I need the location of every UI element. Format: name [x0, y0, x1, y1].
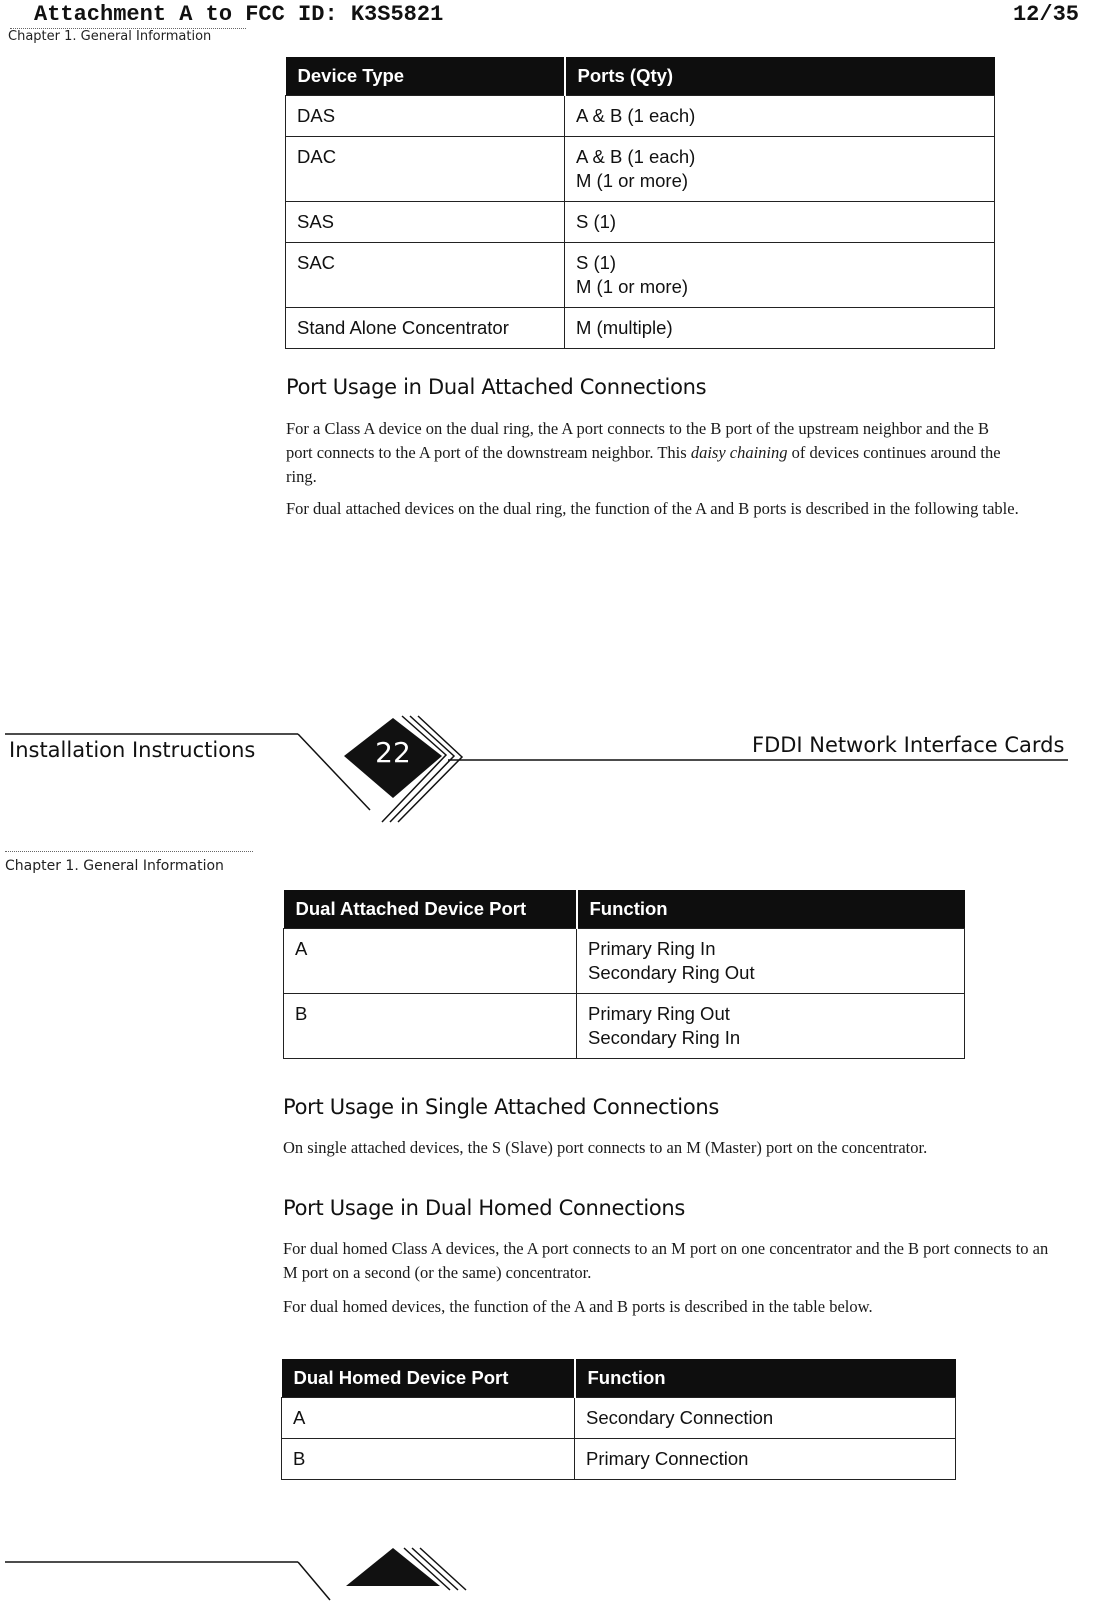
table-cell: Primary Ring In Secondary Ring Out: [577, 929, 965, 994]
page-counter: 12/35: [1012, 2, 1079, 27]
column-header: Dual Homed Device Port: [282, 1359, 575, 1398]
table-cell: Stand Alone Concentrator: [286, 308, 565, 349]
table-header-row: [284, 890, 965, 929]
table-row: [286, 137, 995, 202]
section-heading: Port Usage in Dual Homed Connections: [283, 1196, 686, 1220]
table-cell: A: [282, 1398, 575, 1439]
table-cell: B: [284, 994, 577, 1059]
chapter-label: Chapter 1. General Information: [8, 29, 212, 44]
table-cell: M (multiple): [565, 308, 995, 349]
table-cell: Primary Ring Out Secondary Ring In: [577, 994, 965, 1059]
attachment-header: Attachment A to FCC ID: K3S5821: [10, 2, 246, 29]
paragraph: For dual homed Class A devices, the A port connects to an M port on one concentrator and the B port connects to an M port on a second (or the same) concentrator.: [283, 1239, 1049, 1282]
footer-rule-graphic: [0, 710, 1107, 830]
section-heading: Port Usage in Dual Attached Connections: [286, 375, 707, 399]
table-row: [286, 202, 995, 243]
column-header: Function: [575, 1359, 956, 1398]
paragraph: For a Class A device on the dual ring, the A port connects to the B port of the upstream neighbor and the B port connects to the A port of the downstream neighbor. This daisy chaining of devices continues around the ring.: [286, 419, 1001, 486]
table-cell: SAS: [286, 202, 565, 243]
table-row: [286, 308, 995, 349]
table-cell: SAC: [286, 243, 565, 308]
table-row: [286, 243, 995, 308]
table-cell: A: [284, 929, 577, 994]
table-row: [284, 994, 965, 1059]
table-cell: DAS: [286, 96, 565, 137]
column-header: Dual Attached Device Port: [284, 890, 577, 929]
table-header-row: [286, 57, 995, 96]
table-cell: DAC: [286, 137, 565, 202]
table-cell: S (1): [565, 202, 995, 243]
paragraph: For dual homed devices, the function of the A and B ports is described in the table below.: [283, 1297, 873, 1316]
column-header: Device Type: [286, 57, 565, 96]
paragraph: On single attached devices, the S (Slave) port connects to an M (Master) port on the concentrator.: [283, 1138, 928, 1157]
column-header: Function: [577, 890, 965, 929]
table-row: [282, 1398, 956, 1439]
table-row: [284, 929, 965, 994]
table-cell: Secondary Connection: [575, 1398, 956, 1439]
table-cell: B: [282, 1439, 575, 1480]
footer-rule-graphic-bottom: [0, 1540, 1107, 1621]
dual-attached-port-table: [283, 890, 965, 1059]
chapter-rule: [5, 841, 253, 852]
footer-left-title: Installation Instructions: [9, 738, 256, 762]
table-row: [282, 1439, 956, 1480]
table-cell: Primary Connection: [575, 1439, 956, 1480]
chapter-label: Chapter 1. General Information: [5, 858, 224, 874]
footer-right-title: FDDI Network Interface Cards: [752, 733, 1065, 757]
table-cell: A & B (1 each): [565, 96, 995, 137]
column-header: Ports (Qty): [565, 57, 995, 96]
table-cell: S (1) M (1 or more): [565, 243, 995, 308]
table-cell: A & B (1 each) M (1 or more): [565, 137, 995, 202]
table-row: [286, 96, 995, 137]
dual-homed-port-table: [281, 1359, 956, 1480]
device-type-table: [285, 57, 995, 349]
paragraph: For dual attached devices on the dual ring, the function of the A and B ports is described in the following table.: [286, 499, 1019, 518]
table-header-row: [282, 1359, 956, 1398]
page-number-badge: 22: [375, 736, 411, 769]
section-heading: Port Usage in Single Attached Connections: [283, 1095, 720, 1119]
